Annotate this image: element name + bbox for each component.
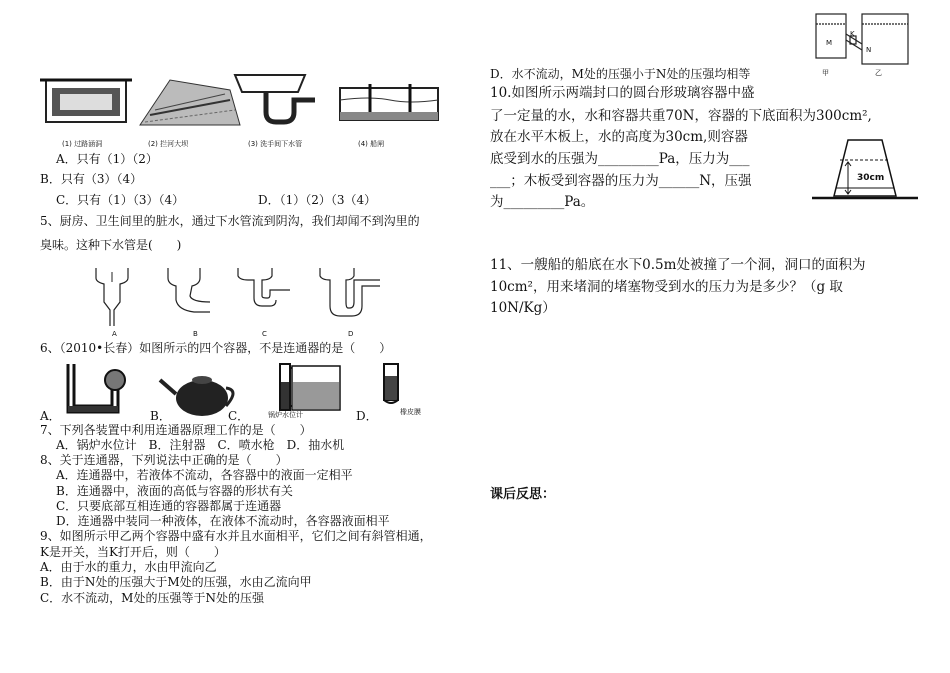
q4-option-a: A．只有（1）（2）: [56, 152, 158, 166]
q4-option-c: C．只有（1）（3）（4）: [56, 193, 185, 207]
q5-label-d: D: [348, 330, 354, 338]
q5-line2: 臭味。这种下水管是( ): [40, 238, 182, 252]
q6-label-b: B．: [150, 409, 171, 423]
q9-fig-label-yi: 乙: [875, 69, 882, 77]
caption-culvert: (1) 过路涵洞: [62, 140, 103, 148]
q9-fig-label-jia: 甲: [822, 69, 829, 77]
q9-option-d: D．水不流动，M处的压强小于N处的压强均相等: [490, 67, 751, 81]
q9-fig-label-k: K: [850, 30, 855, 38]
q5-drain-pipes: [90, 262, 390, 340]
caption-sink-pipe: (3) 洗手间下水管: [248, 140, 303, 148]
q9-option-b: B．由于N处的压强大于M处的压强，水由乙流向甲: [40, 575, 312, 589]
dam-figure: [140, 80, 240, 125]
boiler-gauge-figure: [280, 364, 340, 410]
q4-option-d: D．（1）（2）（3（4）: [258, 193, 377, 207]
sink-pipe-figure: [235, 75, 315, 122]
q10-container-figure: [810, 130, 920, 206]
q8-option-a: A．连通器中，若液体不流动，各容器中的液面一定相平: [56, 468, 353, 482]
q10-line5: ___；木板受到容器的压力为______N，压强: [490, 173, 752, 189]
q10-line4: 底受到水的压强为_________Pa，压力为___: [490, 151, 750, 167]
q9-fig-label-n: N: [866, 46, 872, 54]
q6-label-d: D．: [356, 409, 378, 423]
q4-option-b: B．只有（3）（4）: [40, 172, 143, 186]
q10-line3: 放在水平木板上，水的高度为30cm,则容器: [490, 129, 748, 145]
culvert-figure: [40, 80, 132, 122]
q5-label-a: A: [112, 330, 117, 338]
q9-line1: 9、如图所示甲乙两个容器中盛有水并且水面相平，它们之间有斜管相通，: [40, 529, 432, 543]
q7-line1: 7、下列各装置中利用连通器原理工作的是（ ）: [40, 423, 312, 437]
q9-line2: K是开关，当K打开后，则（ ）: [40, 545, 226, 559]
q9-option-c: C．水不流动，M处的压强等于N处的压强: [40, 591, 264, 605]
q11-line2: 10cm²，用来堵洞的堵塞物受到水的压力为是多少？（g 取: [490, 279, 843, 295]
q5-label-c: C: [262, 330, 267, 338]
q6-label-a: A．: [40, 409, 61, 423]
q11-line3: 10N/Kg）: [490, 300, 556, 316]
q6-boiler-gauge-label: 锅炉水位计: [268, 411, 303, 419]
q10-line6: 为_________Pa。: [490, 194, 595, 210]
q9-option-a: A．由于水的重力，水由甲流向乙: [40, 560, 217, 574]
ship-lock-figure: [340, 84, 438, 120]
teapot-figure: [160, 376, 233, 416]
q6-title: 6、（2010•长春）如图所示的四个容器，不是连通器的是（ ）: [40, 341, 392, 355]
u-tube-figure: [68, 364, 125, 412]
caption-dam: (2) 拦河大坝: [148, 140, 189, 148]
q7-options: A．锅炉水位计 B．注射器 C．喷水枪 D．抽水机: [56, 438, 345, 452]
reflection-heading: 课后反思：: [490, 487, 556, 502]
q6-label-c: C．: [228, 409, 250, 423]
q11-line1: 11、一艘船的船底在水下0.5m处被撞了一个洞，洞口的面积为: [490, 257, 866, 273]
caption-ship-lock: (4) 船闸: [358, 140, 385, 148]
q9-fig-label-m: M: [826, 39, 833, 47]
q6-membrane-label: 橡皮膜: [400, 408, 421, 416]
q5-line1: 5、厨房、卫生间里的脏水，通过下水管流到阴沟，我们却闻不到沟里的: [40, 214, 420, 228]
q10-line2: 了一定量的水，水和容器共重70N，容器的下底面积为300cm²,: [490, 108, 872, 124]
q8-option-c: C．只要底部互相连通的容器都属于连通器: [56, 499, 282, 513]
q5-label-b: B: [193, 330, 198, 338]
q10-line1: 10.如图所示两端封口的圆台形玻璃容器中盛: [490, 85, 755, 101]
rubber-membrane-tube-figure: [384, 364, 398, 403]
q8-title: 8、关于连通器，下列说法中正确的是（ ）: [40, 453, 288, 467]
q10-height-label: 30cm: [857, 173, 885, 183]
q8-option-d: D．连通器中装同一种液体，在液体不流动时，各容器液面相平: [56, 514, 390, 528]
q8-option-b: B．连通器中，液面的高低与容器的形状有关: [56, 484, 293, 498]
